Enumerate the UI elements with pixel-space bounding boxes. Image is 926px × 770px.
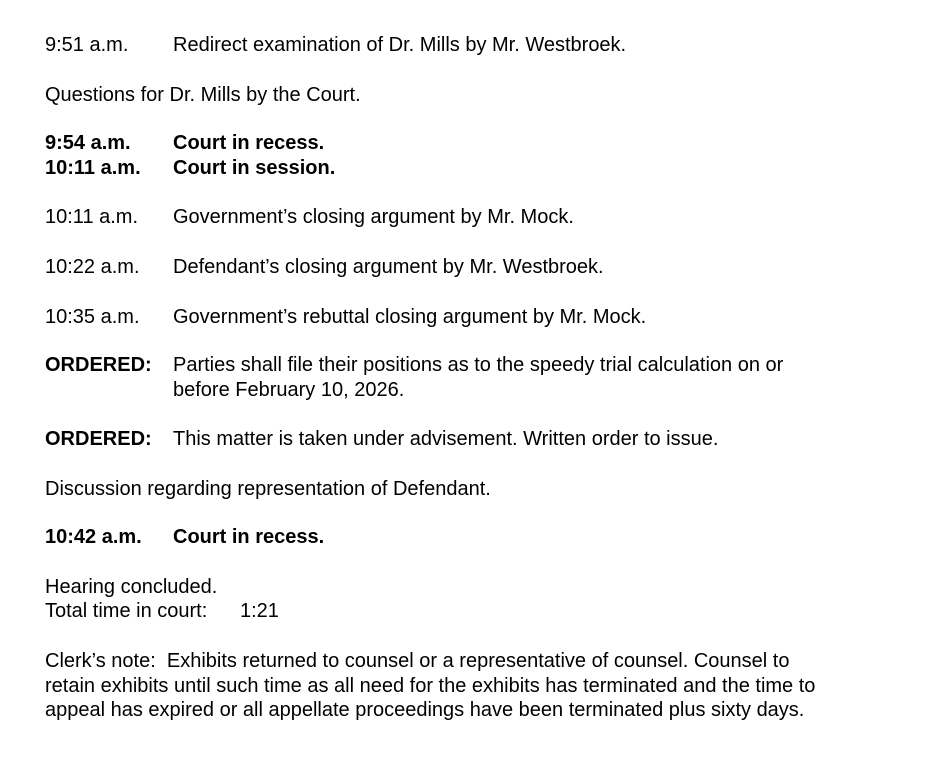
entry-time: 10:35 a.m. [45, 306, 140, 328]
hearing-concluded: Hearing concluded. [45, 576, 218, 598]
entry-time: 10:11 a.m. [45, 157, 141, 179]
ordered-text-line-2: before February 10, 2026. [173, 379, 405, 401]
minute-note: Questions for Dr. Mills by the Court. [45, 84, 361, 106]
clerk-note-line-3: appeal has expired or all appellate proceedings have been terminated plus sixty days. [45, 699, 805, 721]
entry-time: 10:42 a.m. [45, 526, 142, 548]
entry-text: Court in recess. [173, 526, 325, 548]
ordered-label: ORDERED: [45, 354, 152, 376]
entry-text: Redirect examination of Dr. Mills by Mr. Westbroek. [173, 34, 627, 56]
total-time-value: 1:21 [240, 600, 279, 622]
ordered-label: ORDERED: [45, 428, 152, 450]
clerk-note [45, 649, 905, 723]
entry-text: Court in session. [173, 157, 336, 179]
entry-time: 10:22 a.m. [45, 256, 140, 278]
clerk-note-line-2: retain exhibits until such time as all need for the exhibits has terminated and the time to [45, 674, 816, 697]
entry-time: 9:54 a.m. [45, 132, 131, 154]
entry-text: Government’s closing argument by Mr. Mock. [173, 206, 574, 228]
clerk-note-line-1: Clerk’s note: Exhibits returned to counsel or a representative of counsel. Counsel to [45, 650, 790, 672]
ordered-text-line-1: Parties shall file their positions as to the speedy trial calculation on or [173, 354, 784, 376]
entry-text: Defendant’s closing argument by Mr. Westbroek. [173, 256, 604, 278]
entry-text: Court in recess. [173, 132, 325, 154]
entry-time: 9:51 a.m. [45, 34, 129, 56]
entry-time: 10:11 a.m. [45, 206, 139, 228]
minute-note: Discussion regarding representation of Defendant. [45, 478, 491, 500]
total-time-label: Total time in court: [45, 600, 208, 622]
entry-text: Government’s rebuttal closing argument by Mr. Mock. [173, 306, 647, 328]
ordered-text: This matter is taken under advisement. Written order to issue. [173, 428, 719, 450]
